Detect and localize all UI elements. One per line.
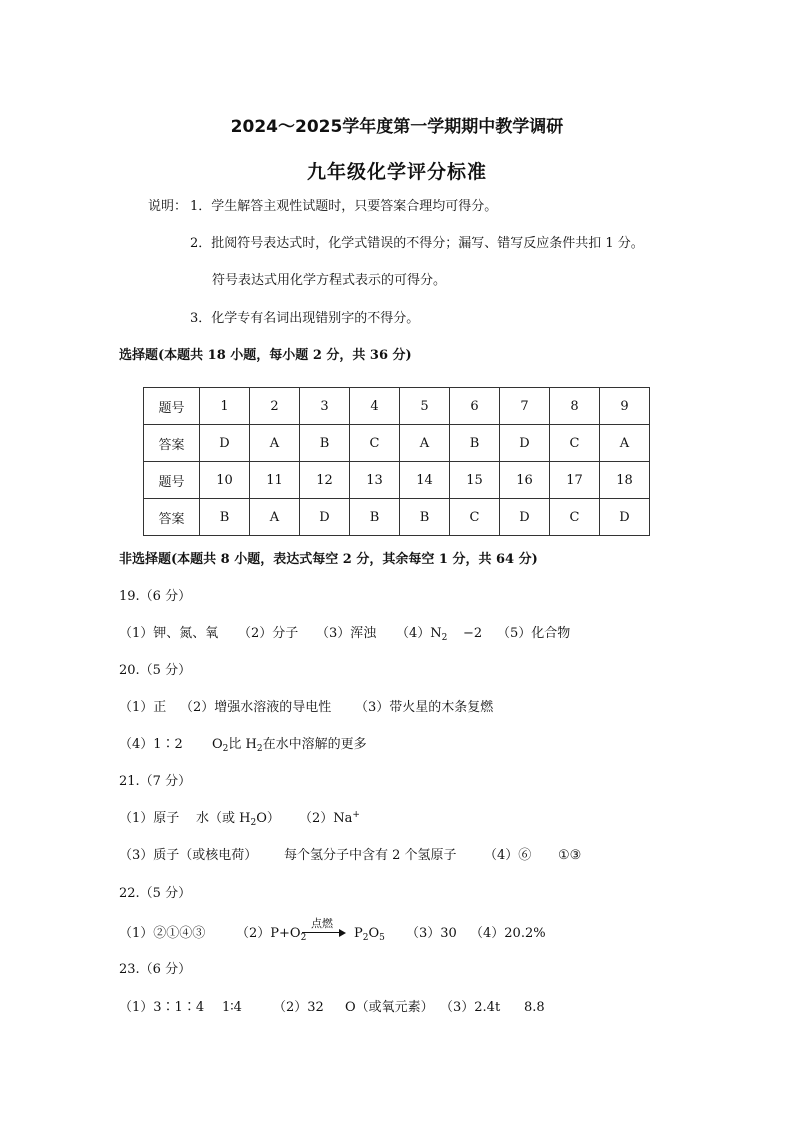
answer-table — [143, 387, 650, 536]
q21-answer-2: （2）Na+ — [299, 810, 360, 826]
table-cell: 1 — [200, 388, 250, 425]
nonchoice-heading: 非选择题(本题共 8 小题，表达式每空 2 分，其余每空 1 分，共 64 分) — [119, 552, 538, 567]
q20-answer-3: （3）带火星的木条复燃 — [355, 700, 494, 715]
q22-answer-2: $(2)P+O_2$ — [236, 926, 307, 943]
table-cell: B — [400, 499, 450, 536]
table-cell: 答案 — [144, 425, 200, 462]
table-cell: 5 — [400, 388, 450, 425]
note-1: 1．学生解答主观性试题时，只要答案合理均可得分。 — [190, 199, 498, 214]
q19-answer-4b: −2 — [463, 626, 483, 641]
table-cell: 4 — [350, 388, 400, 425]
q21-answer-3: （3）质子（或核电荷） — [119, 848, 258, 863]
q23-heading: 23.（6 分） — [119, 962, 192, 977]
table-cell: A — [600, 425, 650, 462]
table-cell: B — [200, 499, 250, 536]
table-cell: 13 — [350, 462, 400, 499]
table-cell: 12 — [300, 462, 350, 499]
q20-answer-1: （1）正 — [119, 700, 167, 715]
q21-heading: 21.（7 分） — [119, 774, 192, 789]
table-cell: 3 — [300, 388, 350, 425]
table-cell: B — [300, 425, 350, 462]
table-cell: A — [400, 425, 450, 462]
table-cell: 8 — [550, 388, 600, 425]
note-3: 3．化学专有名词出现错别字的不得分。 — [190, 311, 420, 326]
table-cell: D — [200, 425, 250, 462]
table-row — [144, 462, 650, 499]
table-cell: C — [550, 499, 600, 536]
table-cell: D — [300, 499, 350, 536]
q19-answer-5: （5）化合物 — [497, 626, 571, 641]
q19-answer-4: $(4)N_2$ — [396, 626, 448, 643]
table-cell: 17 — [550, 462, 600, 499]
table-cell: 7 — [500, 388, 550, 425]
table-cell: 6 — [450, 388, 500, 425]
q19-answer-3: （3）浑浊 — [316, 626, 377, 641]
table-cell: C — [450, 499, 500, 536]
table-cell: 题号 — [144, 388, 200, 425]
table-cell: 16 — [500, 462, 550, 499]
table-row — [144, 425, 650, 462]
table-cell: D — [500, 425, 550, 462]
q19-heading: 19.（6 分） — [119, 589, 192, 604]
q23-answer-2: （2）32 — [273, 1000, 324, 1015]
table-cell: 11 — [250, 462, 300, 499]
notes-prefix: 说明： — [148, 199, 188, 214]
table-cell: B — [450, 425, 500, 462]
q22-heading: 22.（5 分） — [119, 886, 192, 901]
q19-answer-2: （2）分子 — [238, 626, 299, 641]
q23-answer-1b: 1∶4 — [222, 1000, 242, 1015]
table-cell: C — [550, 425, 600, 462]
table-cell: A — [250, 425, 300, 462]
q23-answer-3b: 8.8 — [524, 1000, 545, 1015]
q20-answer-4: （4）1∶2 — [119, 737, 183, 752]
table-cell: 题号 — [144, 462, 200, 499]
q22-answer-1: （1）②①④③ — [119, 926, 206, 941]
table-cell: 14 — [400, 462, 450, 499]
table-cell: B — [350, 499, 400, 536]
table-cell: 2 — [250, 388, 300, 425]
q22-answer-2-product: $P_2O_5$ — [354, 926, 385, 943]
table-cell: 答案 — [144, 499, 200, 536]
table-cell: D — [600, 499, 650, 536]
q23-answer-2b: O（或氧元素） — [345, 1000, 434, 1015]
q22-answer-3: （3）30 — [406, 926, 457, 941]
q20-answer-2: （2）增强水溶液的导电性 — [180, 700, 332, 715]
q21-answer-1: （1）原子 — [119, 811, 180, 826]
page-subtitle: 九年级化学评分标准 — [306, 161, 487, 183]
q22-answer-4: （4）20.2% — [470, 926, 546, 941]
q19-answer-1: （1）钾、氮、氧 — [119, 626, 219, 641]
table-row — [144, 388, 650, 425]
page-title: 2024～2025学年度第一学期期中教学调研 — [230, 117, 564, 137]
note-2-continued: 符号表达式用化学方程式表示的可得分。 — [212, 273, 447, 288]
q21-answer-3b: 每个氢分子中含有 2 个氢原子 — [284, 848, 457, 863]
q21-answer-1b: 水（或 $H_2O$） — [196, 811, 280, 828]
choice-heading: 选择题(本题共 18 小题，每小题 2 分，共 36 分) — [119, 348, 412, 363]
q20-answer-4b: $O_2$比 $H_2$在水中溶解的更多 — [212, 737, 367, 754]
q23-answer-3: （3）2.4t — [440, 1000, 501, 1015]
table-cell: 9 — [600, 388, 650, 425]
q20-heading: 20.（5 分） — [119, 663, 192, 678]
note-2: 2．批阅符号表达式时，化学式错误的不得分；漏写、错写反应条件共扣 1 分。 — [190, 236, 644, 251]
table-cell: 15 — [450, 462, 500, 499]
table-cell: D — [500, 499, 550, 536]
q21-answer-4b: ①③ — [558, 848, 582, 863]
table-cell: 10 — [200, 462, 250, 499]
reaction-condition: 点燃 — [311, 917, 333, 930]
reaction-arrow-icon — [302, 924, 346, 938]
table-cell: C — [350, 425, 400, 462]
q21-answer-4: （4）⑥ — [484, 848, 532, 863]
table-cell: 18 — [600, 462, 650, 499]
table-cell: A — [250, 499, 300, 536]
table-row — [144, 499, 650, 536]
q23-answer-1: （1）3∶1∶4 — [119, 1000, 205, 1015]
